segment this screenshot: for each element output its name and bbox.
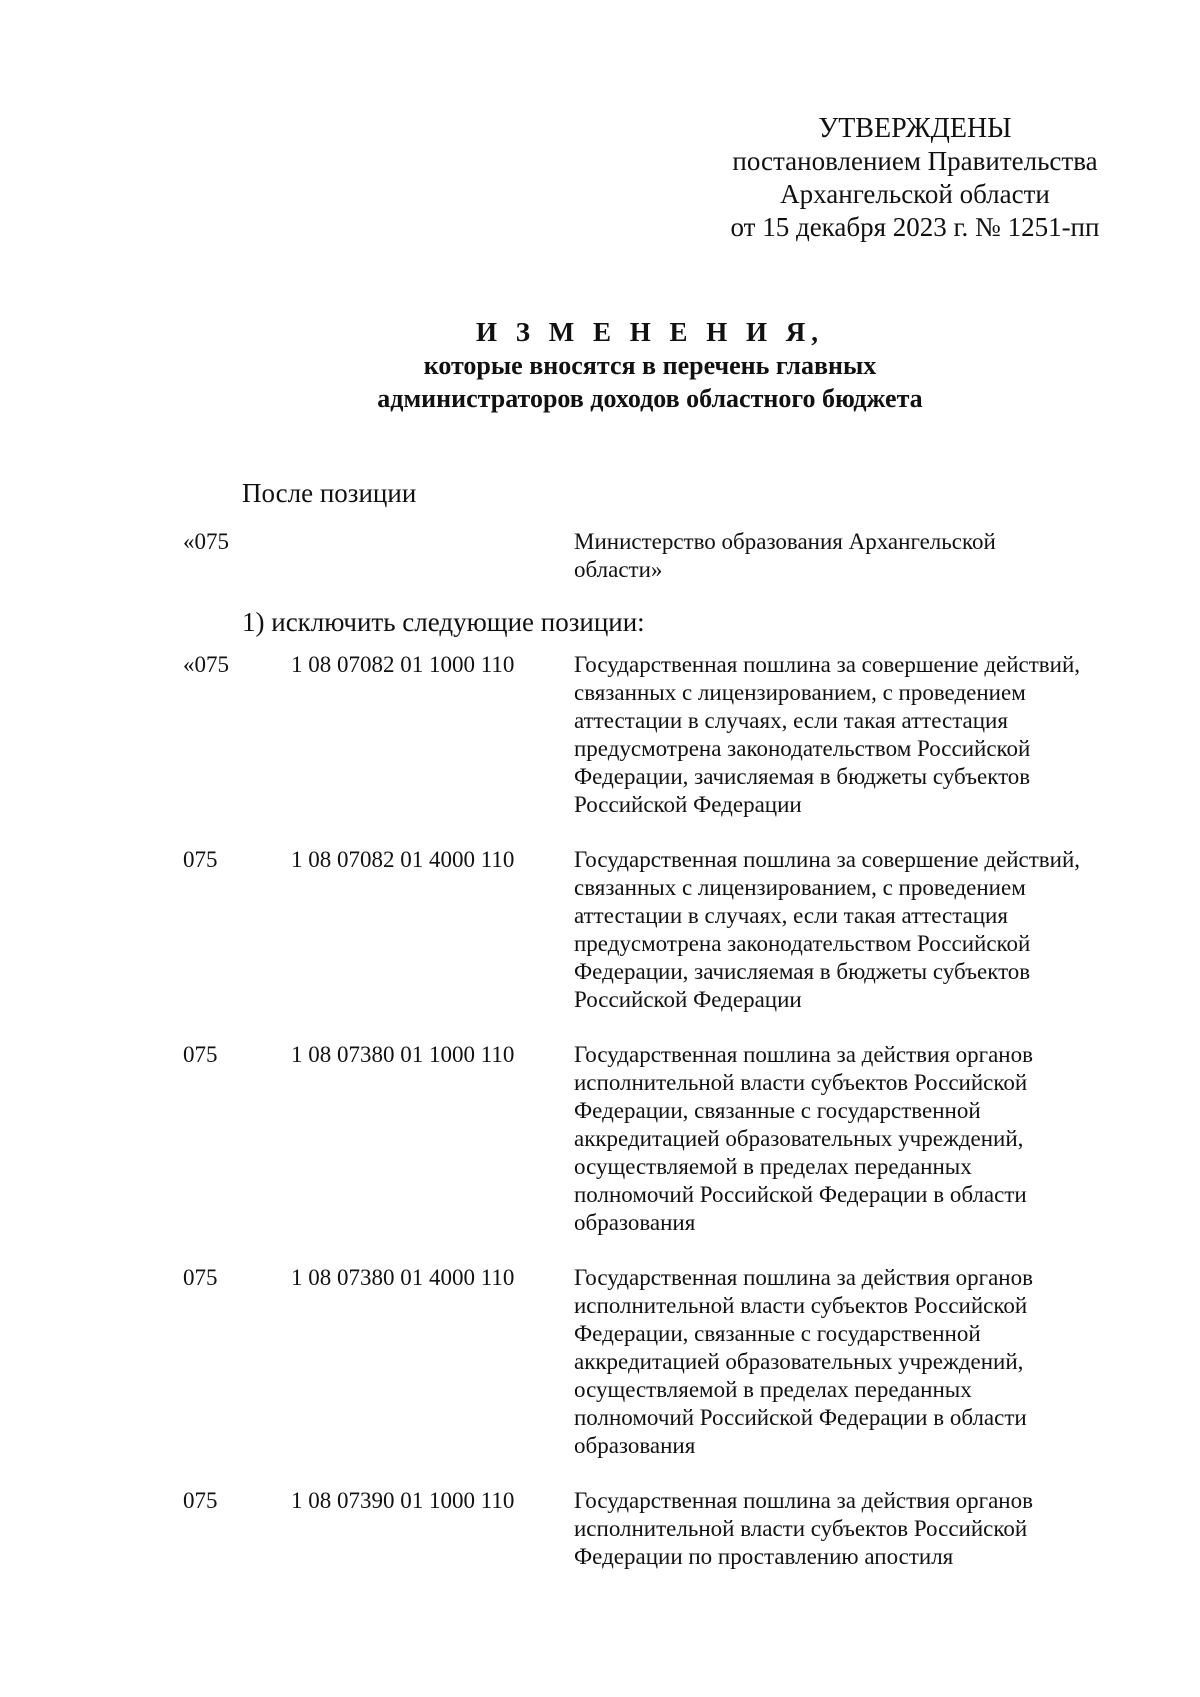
row-description — [574, 1041, 1134, 1237]
row-description — [574, 528, 1134, 584]
desc-line: исполнительной власти субъектов Российской — [574, 1070, 1028, 1095]
approval-title: УТВЕРЖДЕНЫ — [818, 113, 1012, 144]
intro-text: После позиции — [242, 478, 417, 508]
admin-code: 075 — [183, 1488, 218, 1513]
approval-line: Архангельской области — [780, 179, 1050, 209]
desc-line: полномочий Российской Федерации в области — [574, 1405, 1027, 1430]
desc-line: Федерации по проставлению апостиля — [574, 1544, 954, 1569]
desc-line: образования — [574, 1210, 696, 1235]
approval-line: от 15 декабря 2023 г. № 1251-пп — [730, 212, 1100, 242]
desc-line: Федерации, связанные с государственной — [574, 1098, 981, 1123]
kbk-code: 1 08 07380 01 1000 110 — [291, 1042, 515, 1067]
admin-code: «075 — [183, 529, 229, 554]
desc-line: аккредитацией образовательных учреждений, — [574, 1126, 1024, 1151]
kbk-code: 1 08 07082 01 4000 110 — [291, 847, 515, 872]
desc-line: образования — [574, 1433, 696, 1458]
desc-line: Федерации, зачисляемая в бюджеты субъектов — [574, 959, 1031, 984]
desc-line: предусмотрена законодательством Российской — [574, 931, 1031, 956]
desc-line: аттестации в случаях, если такая аттестация — [574, 903, 1008, 928]
desc-line: Федерации, зачисляемая в бюджеты субъектов — [574, 764, 1031, 789]
desc-line: осуществляемой в пределах переданных — [574, 1154, 972, 1179]
row-description — [574, 1487, 1134, 1571]
approval-stamp — [690, 112, 1140, 244]
approval-line: постановлением Правительства — [732, 146, 1098, 176]
title-heading: И З М Е Н Е Н И Я, — [475, 317, 824, 347]
desc-line: Государственная пошлина за действия органов — [574, 1265, 1033, 1290]
desc-line: связанных с лицензированием, с проведением — [574, 875, 1026, 900]
desc-line: Федерации, связанные с государственной — [574, 1321, 981, 1346]
desc-line: полномочий Российской Федерации в области — [574, 1182, 1027, 1207]
desc-line: связанных с лицензированием, с проведением — [574, 680, 1026, 705]
kbk-code: 1 08 07380 01 4000 110 — [291, 1265, 515, 1290]
admin-code: 075 — [183, 1265, 218, 1290]
desc-line: Государственная пошлина за действия органов — [574, 1488, 1033, 1513]
desc-line: предусмотрена законодательством Российской — [574, 736, 1031, 761]
desc-line: исполнительной власти субъектов Российской — [574, 1516, 1028, 1541]
desc-line: осуществляемой в пределах переданных — [574, 1377, 972, 1402]
row-description — [574, 651, 1134, 819]
desc-line: Российской Федерации — [574, 792, 802, 817]
document-title — [0, 316, 1200, 415]
row-description — [574, 846, 1134, 1014]
row-description — [574, 1264, 1134, 1460]
title-subline: которые вносятся в перечень главных — [423, 351, 877, 380]
admin-code: «075 — [183, 652, 229, 677]
desc-line: Государственная пошлина за совершение действий, — [574, 652, 1081, 677]
desc-line: Российской Федерации — [574, 987, 802, 1012]
kbk-code: 1 08 07082 01 1000 110 — [291, 652, 515, 677]
step-instruction: 1) исключить следующие позиции: — [242, 607, 645, 637]
desc-line: Министерство образования Архангельской — [574, 529, 996, 554]
desc-line: аттестации в случаях, если такая аттестация — [574, 708, 1008, 733]
title-subline: администраторов доходов областного бюджета — [377, 384, 923, 413]
desc-line: исполнительной власти субъектов Российской — [574, 1293, 1028, 1318]
desc-line: аккредитацией образовательных учреждений, — [574, 1349, 1024, 1374]
desc-line: Государственная пошлина за совершение действий, — [574, 847, 1081, 872]
desc-line: Государственная пошлина за действия органов — [574, 1042, 1033, 1067]
admin-code: 075 — [183, 1042, 218, 1067]
kbk-code: 1 08 07390 01 1000 110 — [291, 1488, 515, 1513]
admin-code: 075 — [183, 847, 218, 872]
desc-line: области» — [574, 557, 663, 582]
